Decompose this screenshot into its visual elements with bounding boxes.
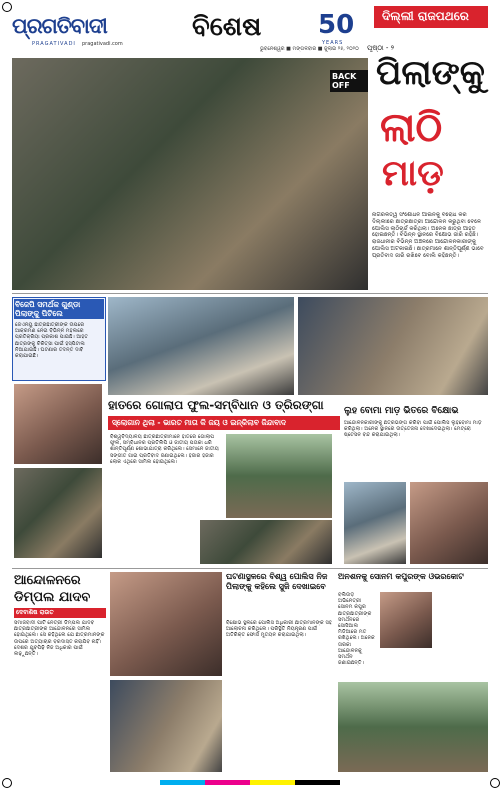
bottom-photo-police-vehicle (110, 680, 222, 772)
bottom-right-headline: ଅନଶନକୁ ସୋନମ କପୁରଙ୍କ ଓଭରକୋଟ (338, 572, 464, 581)
center-headline: ହାତରେ ଗୋଲାପ ଫୁଲ-ସମ୍ବିଧାନ ଓ ତ୍ରିରଙ୍ଗା (108, 398, 324, 412)
anniversary-label: YEARS (322, 40, 344, 46)
bottom-photo-sonam (380, 592, 432, 648)
anniversary-logo (312, 6, 360, 50)
right-photo-police-vehicle (298, 297, 488, 395)
masthead (12, 6, 488, 54)
kicker-text: ଦିଲ୍ଲୀ ରାଜପଥରେ (382, 9, 469, 23)
bottom-left-body: ସମାଜବାଦୀ ପାର୍ଟି ନେତ୍ରୀ ଡିମ୍ପଲ ଯାଦବ ଛାତ୍ରଛାତ୍ରୀଙ୍କ ଆନ୍ଦୋଳନରେ ସାମିଲ ହୋଇଥିଲେ। ସେ କହିଥିଲେ ଯେ ଛାତ୍ରମାନଙ୍କ ଉପରେ ଅତ୍ୟାଚାର ବରଦାସ୍ତ କରାଯିବ ନାହିଁ। ଦେଶର ଯୁବପିଢ଼ି ନିଜ ଅଧିକାର ପାଇଁ ଲଢ଼ୁଛନ୍ତି। (14, 620, 105, 658)
brand-logo: ପ୍ରଗତିବାଦୀ (12, 14, 107, 38)
sidebar-photo-injury (14, 384, 102, 464)
sidebar-title: ବିଜେପି ସମର୍ଥକ ଗୁଣ୍ଡା ପିଲାଙ୍କୁ ପିଟିଲେ (14, 299, 104, 319)
kicker-banner (374, 6, 488, 28)
section-label: ବିଶେଷ (192, 12, 262, 42)
page-number: ପୃଷ୍ଠା - ୨ (367, 44, 395, 52)
right-photo-protesters (410, 482, 488, 564)
center-photo-procession (226, 434, 332, 518)
bottom-left-headline: ଆନ୍ଦୋଳନରେ ଡିମ୍ପଲ ଯାଦବ (14, 573, 91, 605)
anniversary-number: 50 (318, 10, 355, 40)
right-body: ଆନ୍ଦୋଳନକାରୀଙ୍କୁ ଛତ୍ରଭଙ୍ଗ କରିବା ପାଇଁ ପୋଲିସ ଲୁହବୋମା ମାଡ଼ କରିଥିଲା। ଅନେକ ସ୍ଥାନରେ ଉତ୍ତେଜନା ଦେଖାଦେଇଥିଲା। ମେଟ୍ରୋ ଷ୍ଟେସନ ବନ୍ଦ କରାଯାଇଥିଲା। (344, 420, 482, 439)
divider-lower (12, 568, 488, 569)
lead-headline-2: ଲାଠି (380, 105, 443, 151)
right-photo-bus (344, 482, 406, 564)
registration-mark-top-left (2, 2, 12, 12)
lead-body: ନାଗରିକତ୍ୱ ସଂଶୋଧନ ଆଇନକୁ ବିରୋଧ କରି ଦିଲ୍ଲୀରେ ଛାତ୍ରଛାତ୍ରୀ ଆନ୍ଦୋଳନ କରୁଥିବା ବେଳେ ପୋଲିସ ଲାଠିଚାର୍ଜ କରିଥିଲା। ଅନେକ ଛାତ୍ର ଆହତ ହୋଇଛନ୍ତି। ବିଭିନ୍ନ ସ୍ଥାନରେ ବିକ୍ଷୋଭ ଜାରି ରହିଛି। ରାଜଧାନୀର ବିଭିନ୍ନ ଅଞ୍ଚଳରେ ଆନ୍ଦୋଳନକାରୀଙ୍କୁ ପୋଲିସ ଅଟକାଇଛି। ଛାତ୍ରମାନେ ଶାନ୍ତିପୂର୍ଣ୍ଣ ଭାବେ ପ୍ରତିବାଦ ଜାରି ରଖିବେ ବୋଲି କହିଛନ୍ତି। (372, 212, 484, 259)
dateline: ଭୁବନେଶ୍ୱର ■ ମଙ୍ଗଳବାର ■ ଜୁଲାଇ ୨୫, ୨୦୨୦ (260, 46, 359, 52)
lead-headline-3: ମାଡ଼ (382, 153, 444, 194)
registration-mark-bottom-right (490, 778, 500, 788)
print-color-bar (160, 780, 340, 785)
center-photo-teargas (108, 297, 294, 395)
registration-mark-bottom-left (2, 778, 12, 788)
sidebar-photo-crowd (14, 468, 102, 558)
divider (12, 293, 488, 294)
sidebar-body: ଜେଏନୟୁ ଛାତ୍ରଛାତ୍ରୀଙ୍କ ଉପରେ ଆକ୍ରମଣ ନେଇ ବିଭିନ୍ନ ମହଲରେ ପ୍ରତିକ୍ରିୟା ପ୍ରକାଶ ପାଇଛି। ଆହତ ଛାତ୍ରଙ୍କୁ ଚିକିତ୍ସା ପାଇଁ ହସ୍ପିଟାଲ ନିଆଯାଇଛି। ଘଟଣାର ତଦନ୍ତ ଦାବି କରାଯାଇଛି। (15, 322, 89, 360)
byline: ଦେବାଶିଷ ରାଉତ (14, 608, 106, 618)
bottom-middle-body: ବିକ୍ଷୋଭ ସ୍ଥଳରେ ପୋଲିସ ଅଧିକାରୀ ଛାତ୍ରମାନଙ୍କ ସହ ଆଲୋଚନା କରିଥିଲେ। ପରିସ୍ଥିତି ନିୟନ୍ତ୍ରଣ ପାଇଁ ଅତିରିକ୍ତ ଫୋର୍ସ ମୁତୟନ କରାଯାଇଥିଲା। (226, 620, 332, 639)
center-photo-students (200, 520, 332, 564)
lead-photo-lathicharge (12, 58, 368, 290)
center-body: ବିଶ୍ୱବିଦ୍ୟାଳୟ ଛାତ୍ରଛାତ୍ରୀମାନେ ହାତରେ ଗୋଲାପ ଫୁଲ, ସମ୍ବିଧାନର ପ୍ରତିଲିପି ଓ ଜାତୀୟ ପତାକା ଧରି ଶାନ୍ତିପୂର୍ଣ୍ଣ ଶୋଭାଯାତ୍ରା କରିଥିଲେ। ସେମାନେ ଜାତୀୟ ସଙ୍ଗୀତ ଗାଇ ପ୍ରତିବାଦ ଜଣାଇଥିଲେ। ହଜାର ହଜାର ଲୋକ ଏଥିରେ ସାମିଲ ହୋଇଥିଲେ। (110, 434, 219, 465)
website: pragativadi.com (82, 41, 123, 47)
lead-headline-1: ପିଲାଙ୍କୁ (376, 53, 485, 93)
placard-text: BACK OFF (330, 70, 368, 92)
brand-subtitle: PRAGATIVADI (32, 41, 76, 47)
bottom-photo-dimple (110, 572, 222, 676)
bottom-middle-headline: ଘଟଣାସ୍ଥଳରେ ବିଶ୍ୱ ପୋଲିସ ନିଜ ପିଲାଙ୍କୁ କହିଲେ ସୁଜି ଦେଖାଇବେ (226, 572, 328, 591)
bottom-photo-clash (338, 682, 488, 772)
center-strap-text: ସ୍ଲୋଗାନ ଥିଲା - ଭାରତ ମାତା କି ଜୟ ଓ ଇନ୍‌କିଲାବ ଜିନ୍ଦାବାଦ (112, 418, 287, 427)
bottom-right-body: ବଲିଉଡ଼ ଅଭିନେତ୍ରୀ ସୋନମ କପୁର ଛାତ୍ରଛାତ୍ରୀଙ୍କ ସମର୍ଥନରେ ସୋସିଆଲ ମିଡିଆରେ ମତ ରଖିଥିଲେ। ଅନେକ ତାରକା ଆନ୍ଦୋଳନକୁ ସମର୍ଥନ ଜଣାଇଛନ୍ତି। (338, 592, 375, 667)
center-strap (108, 416, 340, 430)
right-headline: ଲୁହ ବୋମା ମାଡ଼ ଭିତରେ ବିକ୍ଷୋଭ (344, 406, 459, 416)
